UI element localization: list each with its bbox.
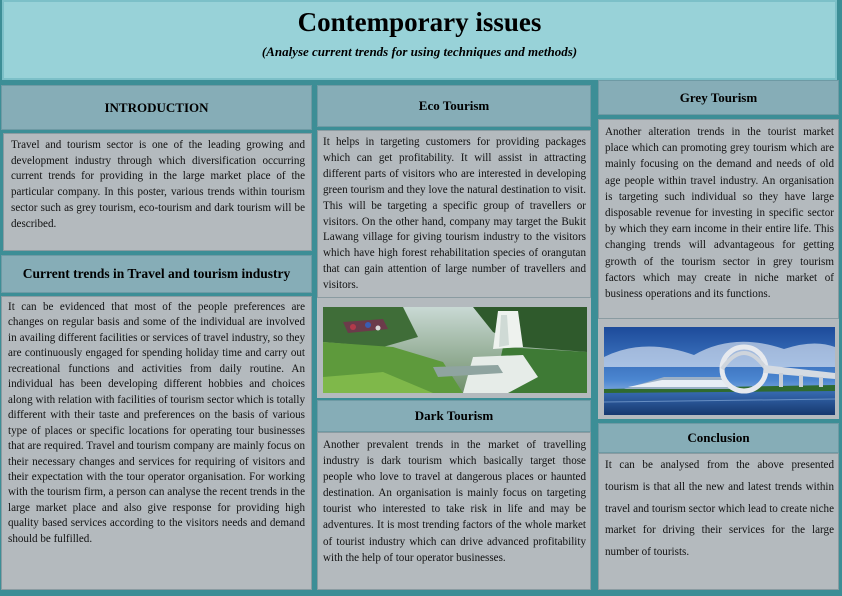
poster-header: [2, 0, 837, 80]
waterfall-image-panel: [317, 298, 591, 398]
eco-tourism-text: It helps in targeting customers for providing packages which can get profitability. It will assist in attracting different parts of visitors who are interested in developing green tourism and they love the natural destination to visit. This will be targeting a specific group of travellers or visitors. On the other hand, company may target the Bukit Lawang village for giving tourism industry to the visitors which have high forest rehabilitation species of orangutan that can gain attention of large number of travellers and visitors.: [323, 136, 586, 292]
wheel-image-panel: [598, 319, 839, 419]
conclusion-body: [598, 453, 839, 590]
introduction-body: [3, 133, 312, 251]
grey-tourism-body: [598, 119, 839, 319]
introduction-heading: INTRODUCTION: [1, 85, 312, 130]
current-trends-text: It can be evidenced that most of the people preferences are changes on regular basis and some of the individual are involved in availing different facilities or services of travel industry, so they are continuously engaged for spending holiday time and carry out recreational functions and activities from daily routine. An individual has been developing different hobbies and choices along with relation with facilities of tourism sector which is totally different with their taste and preferences on the basis of various type of places or specific locations for operating tour businesses that are required. Travel and tourism company are mainly focus on their necessary changes and services for requiring of visitors and their expectation with the tour operator organisation. For working with the tourism firm, a person can analyse the recent trends in the large market place and also give response for providing high quality based services according to the visitors needs and demand should be fulfilled.: [8, 301, 305, 545]
current-trends-body: [1, 296, 312, 590]
dark-tourism-body: [317, 432, 591, 590]
eco-tourism-body: [317, 130, 591, 298]
current-trends-heading: Current trends in Travel and tourism industry: [1, 255, 312, 293]
dark-tourism-heading: Dark Tourism: [317, 400, 591, 432]
rotating-boat-lift-photo: [604, 327, 839, 419]
grey-tourism-heading: Grey Tourism: [598, 80, 839, 115]
grey-tourism-text: Another alteration trends in the tourist market place which can promoting grey tourism which are mainly focusing on the demand and needs of old age people within travel industry. An organisation is targeting such individual so they have large disposable revenue for investing in specific sector by which they earn income in their entire life. This changing trends will advantageous for getting growth of the tourism sector in grey tourism factors which may create in niche market of business operations and its functions.: [605, 126, 834, 301]
conclusion-text: It can be analysed from the above presented tourism is that all the new and latest trends within travel and tourism sector which lead to create niche market for driving their services for the large number of tourists.: [605, 459, 834, 559]
dark-tourism-text: Another prevalent trends in the market of travelling industry is dark tourism which basically target those people who love to travel at dangerous places or haunted destination. An organisation is mainly focus on targeting tourist who interested to take risk in life and may be adventures. It is most trending factors of the whole market of tourist industry which can drive advanced profitability with the help of tour operator businesses.: [323, 439, 586, 564]
poster-subtitle: (Analyse current trends for using techniques and methods): [261, 44, 578, 59]
waterfall-photo: [323, 307, 591, 398]
eco-tourism-heading: Eco Tourism: [317, 85, 591, 127]
poster-title: Contemporary issues: [297, 7, 542, 37]
conclusion-heading: Conclusion: [598, 423, 839, 453]
introduction-text: Travel and tourism sector is one of the leading growing and development industry through which diversification occurring current trends for providing in the large market place of the particular company. In this poster, various trends within tourism sector such as grey tourism, eco-tourism and dark tourism will be described.: [11, 139, 305, 230]
